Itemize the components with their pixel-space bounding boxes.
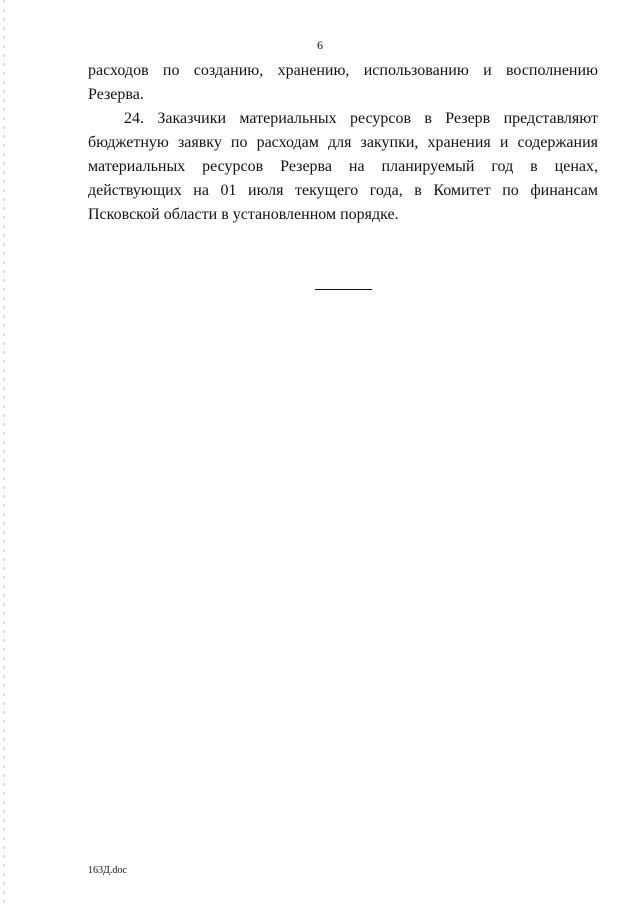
text-line: 24. Заказчики материальных ресурсов в Резерв представляют	[124, 110, 598, 127]
text-line: бюджетную заявку по расходам для закупки, хранения и содержания	[88, 134, 598, 151]
text-line: Резерва.	[88, 86, 144, 103]
text-line: материальных ресурсов Резерва на планируемый год в ценах,	[88, 158, 598, 175]
page-number: 6	[317, 38, 323, 52]
document-body	[88, 59, 598, 227]
text-line: действующих на 01 июля текущего года, в Комитет по финансам	[88, 182, 598, 199]
text-line: Псковской области в установленном порядке.	[88, 206, 399, 223]
text-line: расходов по созданию, хранению, использованию и восполнению	[88, 62, 598, 79]
paragraph-continuation	[88, 59, 598, 107]
scan-edge-artifact	[3, 0, 5, 905]
end-separator-line	[315, 289, 372, 290]
paragraph-item-24	[88, 107, 598, 227]
footer-filename: 163Д.doc	[88, 865, 127, 876]
